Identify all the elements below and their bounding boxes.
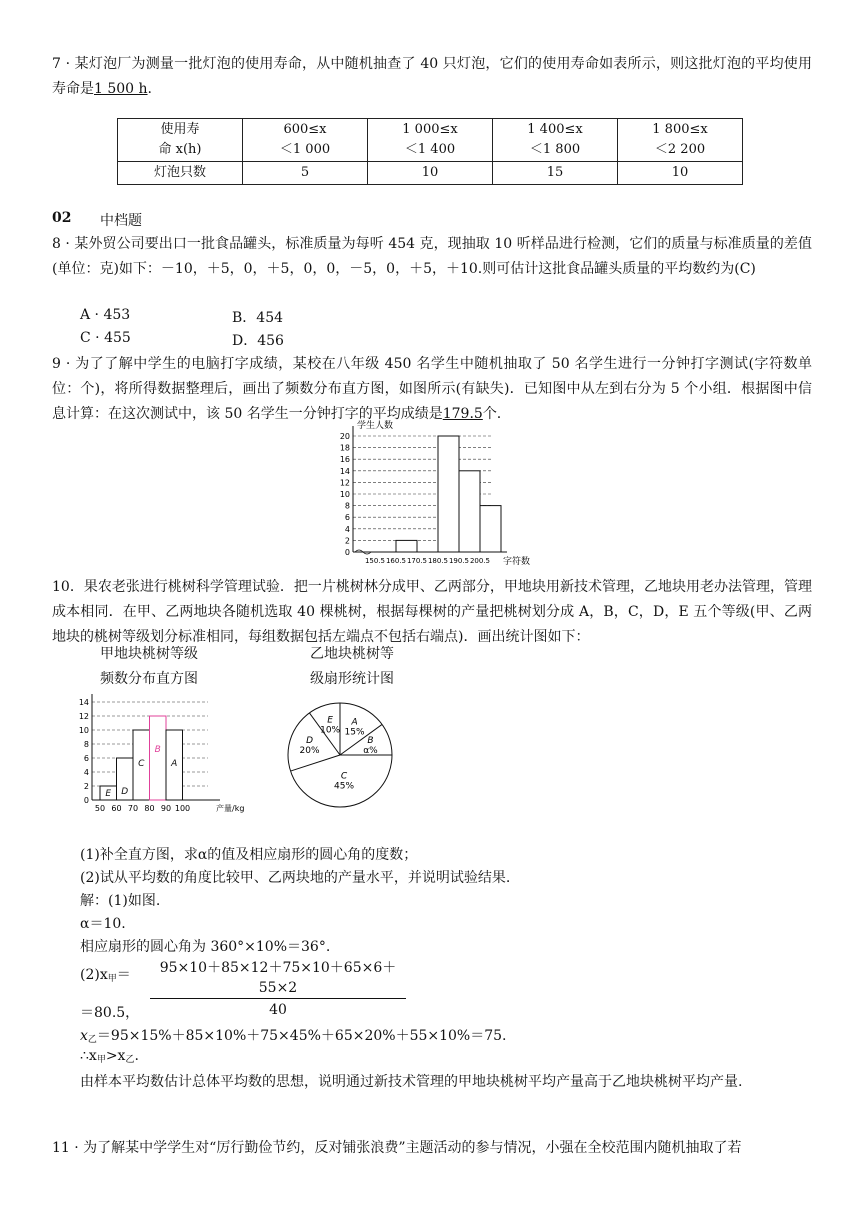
- solution-1: 解：(1)如图.: [80, 893, 161, 909]
- y-tick-label: 4: [83, 768, 89, 777]
- solution-8: 由样本平均数估计总体平均数的思想，说明通过新技术管理的甲地块桃树平均产量高于乙地块桃树平均产量.: [80, 1074, 743, 1090]
- question-7-end: .: [147, 81, 152, 97]
- question-7-answer: 1 500 h: [94, 81, 148, 97]
- orchard-b-pie: [285, 700, 395, 810]
- x-axis-label: 产量/kg: [216, 804, 245, 813]
- y-tick-label: 14: [78, 698, 89, 707]
- histogram-bar: [396, 540, 417, 552]
- x-tick-label: 150.5: [364, 557, 386, 565]
- pie-percent: 10%: [320, 725, 341, 736]
- table-range-1: 600≤x ＜1 000: [243, 119, 368, 162]
- table-count-4: 10: [618, 162, 743, 185]
- histogram-bar: [459, 471, 480, 552]
- y-tick-label: 2: [344, 536, 350, 546]
- question-9-answer: 179.5: [442, 406, 483, 422]
- bar-letter-label: D: [121, 787, 129, 797]
- y-tick-label: 12: [78, 712, 89, 721]
- solution-2: α＝10.: [80, 916, 126, 932]
- orchard-a-histogram: [70, 688, 270, 818]
- solution-4-prefix: $(2)x_甲=$: [80, 967, 131, 984]
- y-tick-label: 18: [339, 443, 350, 453]
- pie-percent: 15%: [344, 727, 365, 738]
- bar-letter-label: C: [138, 759, 145, 769]
- pie-label: D: [306, 736, 314, 747]
- fraction: [150, 958, 406, 1021]
- table-range-2: 1 000≤x ＜1 400: [368, 119, 493, 162]
- x-tick-label: 180.5: [427, 557, 449, 565]
- x-tick-label: 170.5: [406, 557, 428, 565]
- sub-question-1: (1)补全直方图，求α的值及相应扇形的圆心角的度数；: [80, 847, 418, 863]
- x-tick-label: 70: [127, 804, 139, 813]
- pie-label: B: [367, 736, 374, 747]
- fraction-denominator: 40: [150, 998, 406, 1021]
- y-tick-label: 6: [83, 754, 89, 763]
- question-8-text: 8 · 某外贸公司要出口一批食品罐头，标准质量为每听 454 克，现抽取 10 听样品进行检测，它们的质量与标准质量的差值(单位：克)如下：－10，＋5，0，＋5，0，0，－5，0，＋5，＋10.则可估计这批食品罐头质量的平均数约为(C): [52, 236, 812, 277]
- y-tick-label: 0: [344, 548, 350, 557]
- question-7: [52, 52, 812, 102]
- table-row-label: 灯泡只数: [118, 162, 243, 185]
- table-range-3: 1 400≤x ＜1 800: [493, 119, 618, 162]
- y-tick-label: 0: [83, 796, 89, 805]
- y-tick-label: 16: [339, 455, 350, 465]
- solution-6: $x_乙=95\times 15\%+85\times 10\%+75\times 45\%+65\times 20\%+55\times 10\%=75$.: [80, 1028, 507, 1045]
- lifespan-table: [117, 118, 743, 185]
- pie-percent: α%: [363, 746, 378, 757]
- bar-letter-label: A: [171, 759, 178, 769]
- y-tick-label: 8: [344, 501, 350, 511]
- bar-letter-label: B: [154, 745, 161, 755]
- histogram-bar: [480, 506, 501, 552]
- x-axis-label: 字符数: [503, 557, 531, 567]
- x-tick-label: 50: [94, 804, 106, 813]
- y-tick-label: 4: [344, 524, 350, 534]
- option-d: D．456: [232, 333, 284, 349]
- pie-label: A: [351, 717, 358, 728]
- pie-percent: 45%: [334, 781, 355, 792]
- y-tick-label: 8: [83, 740, 89, 749]
- pie-percent: 20%: [299, 746, 320, 757]
- solution-3: 相应扇形的圆心角为 360°×10%＝36°.: [80, 939, 331, 955]
- caption-left-2: 频数分布直方图: [100, 671, 198, 687]
- option-c: C · 455: [80, 330, 131, 346]
- x-tick-label: 80: [144, 804, 155, 813]
- y-axis-label: 学生人数: [357, 421, 394, 431]
- pie-label: E: [327, 715, 333, 726]
- question-9-end: 个.: [482, 406, 502, 422]
- table-header-lifespan: 使用寿 命 x(h): [118, 119, 243, 162]
- table-count-2: 10: [368, 162, 493, 185]
- x-tick-label: 100: [174, 804, 191, 813]
- y-tick-label: 20: [339, 432, 350, 441]
- question-7-text: 7 · 某灯泡厂为测量一批灯泡的使用寿命，从中随机抽查了 40 只灯泡，它们的使用寿命如表所示，则这批灯泡的平均使用寿命是: [52, 56, 812, 97]
- question-11-text: 11 · 为了解某中学学生对“厉行勤俭节约，反对铺张浪费”主题活动的参与情况，小强在全校范围内随机抽取了若: [52, 1140, 742, 1156]
- x-tick-label: 160.5: [385, 557, 407, 565]
- typing-histogram: [335, 418, 560, 570]
- table-count-3: 15: [493, 162, 618, 185]
- y-tick-label: 14: [339, 466, 350, 476]
- y-tick-label: 2: [83, 782, 89, 791]
- table-count-1: 5: [243, 162, 368, 185]
- solution-5: ＝80.5，: [80, 1005, 140, 1021]
- solution-7: $\therefore x_甲>x_乙$.: [80, 1048, 139, 1065]
- pie-label: C: [340, 771, 348, 782]
- table-range-4: 1 800≤x ＜2 200: [618, 119, 743, 162]
- x-tick-label: 90: [160, 804, 172, 813]
- caption-right-1: 乙地块桃树等: [310, 646, 394, 662]
- x-tick-label: 60: [111, 804, 122, 813]
- bar-letter-label: E: [105, 789, 112, 799]
- y-tick-label: 6: [344, 513, 350, 523]
- fraction-numerator: 95×10＋85×12＋75×10＋65×6＋55×2: [159, 960, 397, 996]
- option-a: A · 453: [80, 307, 131, 323]
- section-title: 中档题: [100, 213, 142, 229]
- caption-left-1: 甲地块桃树等级: [100, 646, 198, 662]
- section-number: 02: [52, 210, 72, 226]
- y-tick-label: 10: [78, 726, 89, 735]
- y-tick-label: 10: [339, 490, 350, 499]
- histogram-bar: [150, 716, 167, 800]
- x-tick-label: 190.5: [448, 557, 470, 565]
- histogram-bar: [438, 436, 459, 552]
- caption-right-2: 级扇形统计图: [310, 671, 394, 687]
- y-tick-label: 12: [339, 478, 350, 488]
- question-10-text: 10．果农老张进行桃树科学管理试验．把一片桃树林分成甲、乙两部分，甲地块用新技术管理，乙地块用老办法管理，管理成本相同．在甲、乙两地块各随机选取 40 棵桃树，根据每棵树的产量把桃树划分成 A，B，C，D，E 五个等级(甲、乙两地块的桃树等级划分标准相同，每组数据包括左端点不包括右端点)．画出统计图如下：: [52, 579, 812, 645]
- x-tick-label: 200.5: [469, 557, 491, 565]
- question-9-text: 9 · 为了了解中学生的电脑打字成绩，某校在八年级 450 名学生中随机抽取了 50 名学生进行一分钟打字测试(字符数单位：个)，将所得数据整理后，画出了频数分布直方图，如图所示(有缺失)．已知图中从左到右分为 5 个小组．根据图中信息计算：在这次测试中，该 50 名学生一分钟打字的平均成绩是: [52, 356, 812, 422]
- question-9: [52, 352, 812, 427]
- option-b: B．454: [232, 310, 284, 326]
- sub-question-2: (2)试从平均数的角度比较甲、乙两块地的产量水平，并说明试验结果.: [80, 870, 511, 886]
